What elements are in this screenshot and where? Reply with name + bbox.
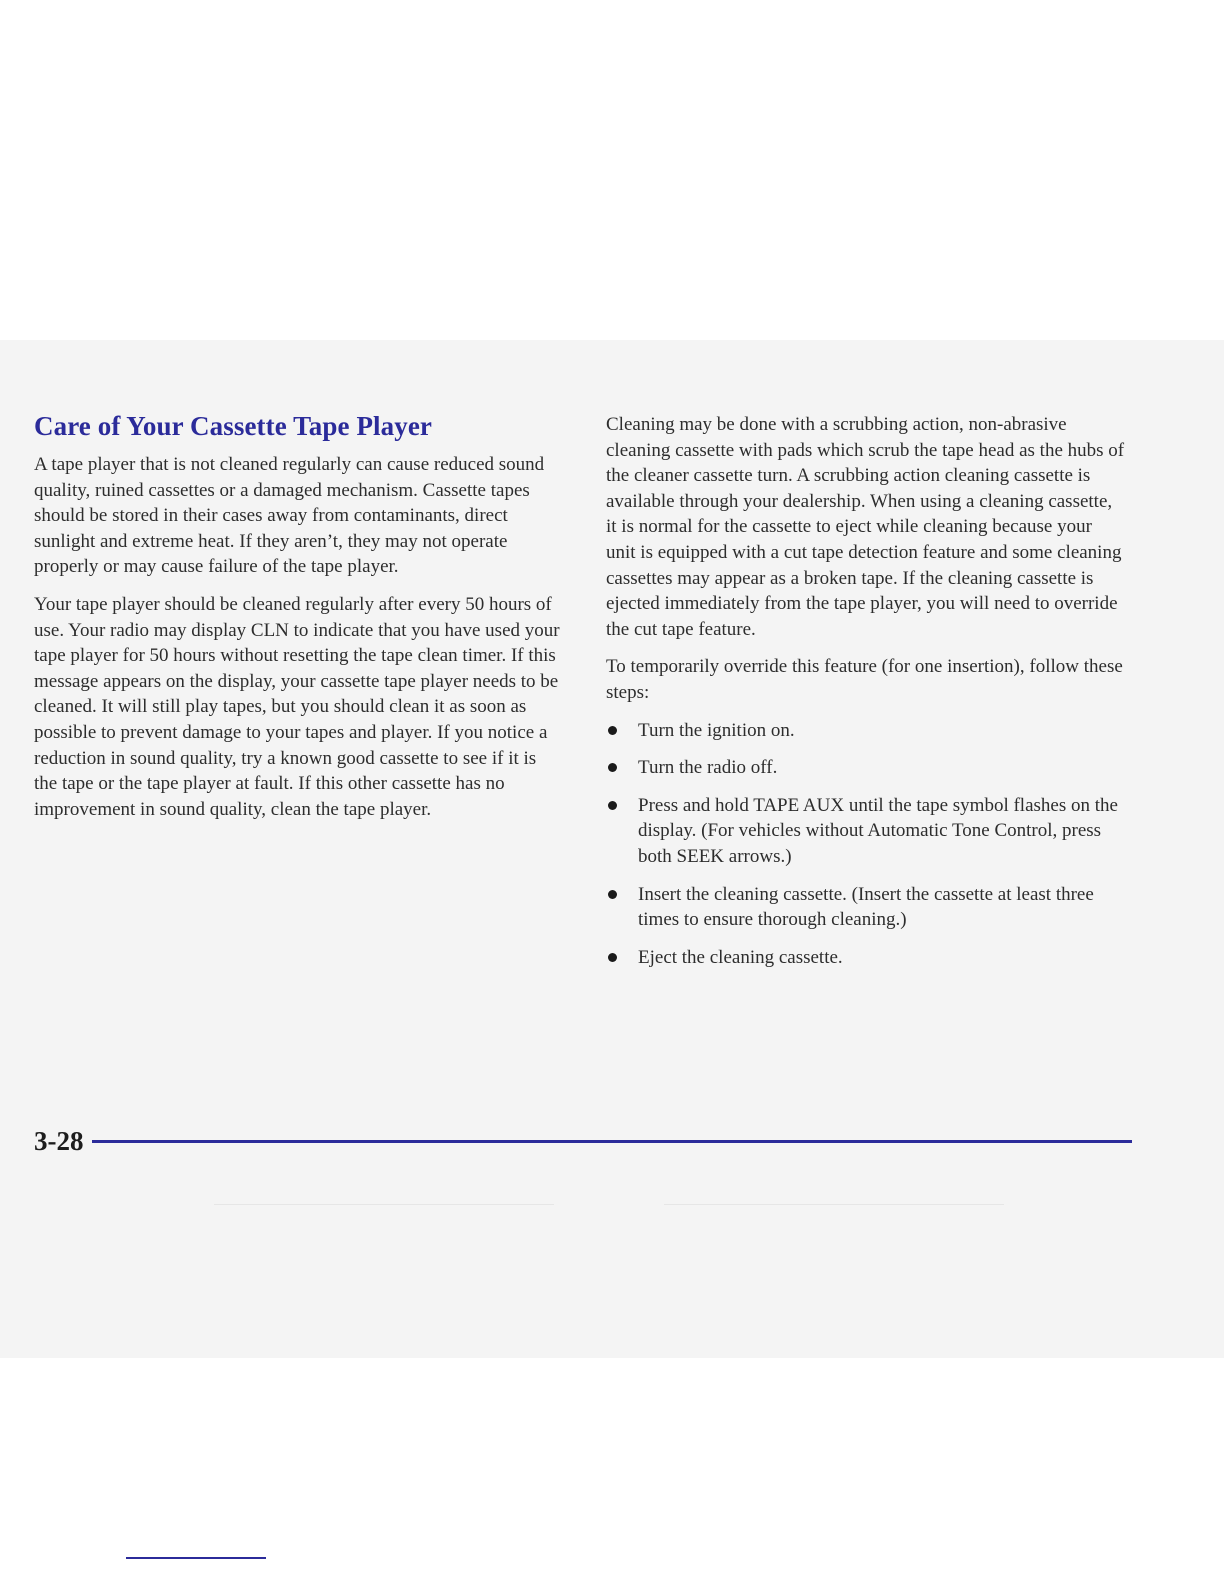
faint-divider-right (664, 1204, 1004, 1205)
footer-rule (92, 1140, 1132, 1143)
bullet-icon (608, 953, 617, 962)
left-column (34, 410, 564, 834)
step-text: Insert the cleaning cassette. (Insert the cassette at least three times to ensure thorough cleaning.) (638, 883, 1094, 931)
bullet-icon (608, 726, 617, 735)
step-item (606, 793, 1126, 870)
step-item (606, 945, 1126, 971)
step-text: Eject the cleaning cassette. (638, 946, 843, 968)
section-title: Care of Your Cassette Tape Player (34, 411, 433, 441)
bullet-icon (608, 763, 617, 772)
steps-list (606, 718, 1126, 971)
paragraph-override-intro: To temporarily override this feature (for one insertion), follow these steps: (606, 656, 1123, 703)
bullet-icon (608, 890, 617, 899)
bottom-corner-rule (126, 1557, 266, 1559)
right-column (606, 412, 1126, 982)
step-item (606, 882, 1126, 933)
faint-divider-left (214, 1204, 554, 1205)
paragraph-tape-care: A tape player that is not cleaned regularly can cause reduced sound quality, ruined cassettes or a damaged mechanism. Cassette tapes should be stored in their cases away from contaminants, direct sunlight and extreme heat. If they aren’t, they may not operate properly or may cause failure of the tape player. (34, 454, 545, 578)
bullet-icon (608, 801, 617, 810)
step-text: Press and hold TAPE AUX until the tape symbol flashes on the display. (For vehicles without Automatic Tone Control, press both SEEK arrows.) (638, 794, 1118, 867)
page-footer (34, 1124, 1134, 1158)
paragraph-cleaning-interval: Your tape player should be cleaned regularly after every 50 hours of use. Your radio may display CLN to indicate that you have used your tape player for 50 hours without resetting the tape clean timer. If this message appears on the display, your cassette tape player needs to be cleaned. It will still play tapes, but you should clean it as soon as possible to prevent damage to your tapes and player. If you notice a reduction in sound quality, try a known good cassette to see if it is the tape or the tape player at fault. If this other cassette has no improvement in sound quality, clean the tape player. (34, 593, 560, 820)
step-text: Turn the ignition on. (638, 719, 795, 741)
step-text: Turn the radio off. (638, 757, 778, 779)
step-item (606, 718, 1126, 744)
page-number: 3-28 (34, 1126, 84, 1156)
step-item (606, 755, 1126, 781)
paragraph-cleaning-cassette: Cleaning may be done with a scrubbing action, non-abrasive cleaning cassette with pads which scrub the tape head as the hubs of the cleaner cassette turn. A scrubbing action cleaning cassette is available through your dealership. When using a cleaning cassette, it is normal for the cassette to eject while cleaning because your unit is equipped with a cut tape detection feature and some cleaning cassettes may appear as a broken tape. If the cleaning cassette is ejected immediately from the tape player, you will need to override the cut tape feature. (606, 414, 1125, 640)
